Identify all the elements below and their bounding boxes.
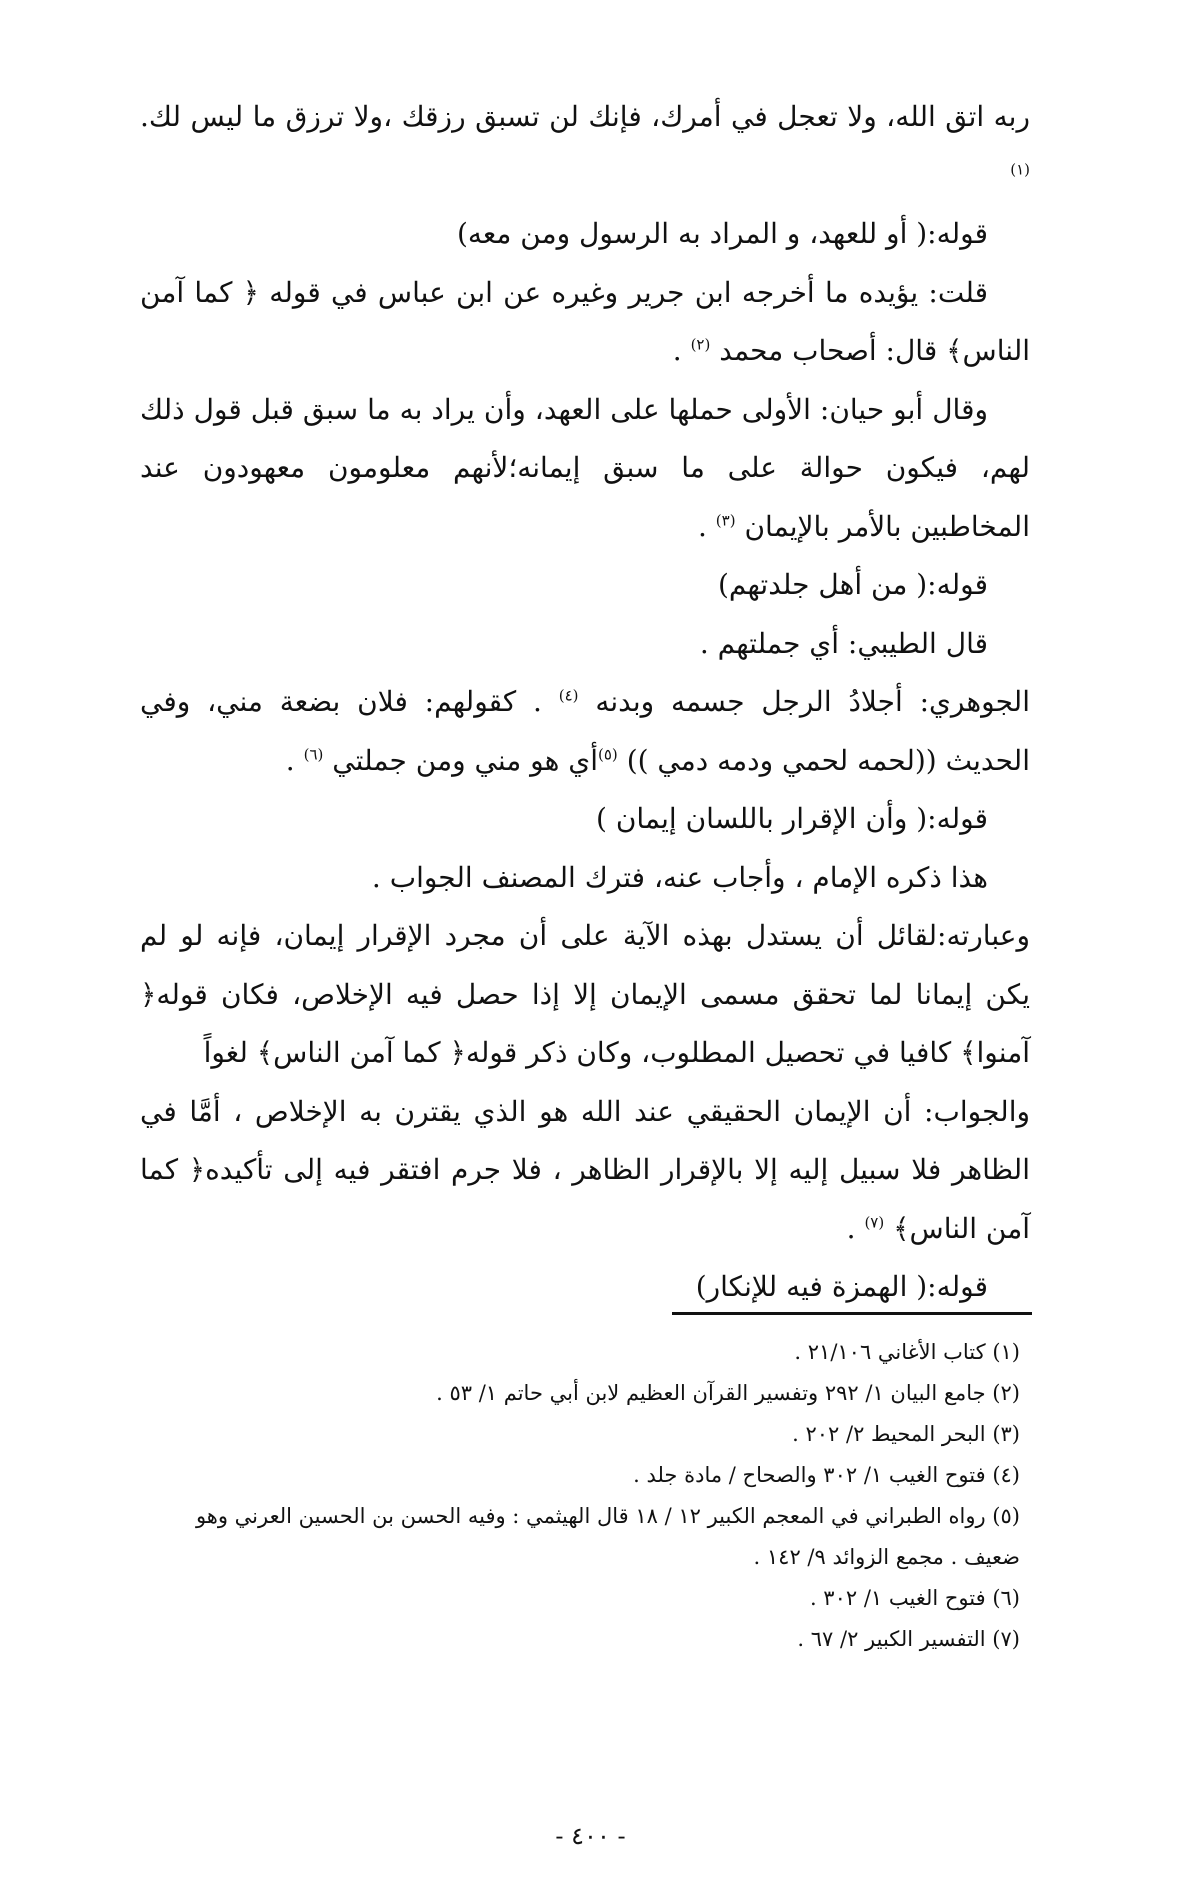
- paragraph: [140, 1258, 1030, 1317]
- paragraph-text: .: [697, 509, 716, 543]
- paragraph-text: .: [672, 334, 691, 367]
- paragraph-text: .: [285, 743, 304, 777]
- paragraph: [140, 205, 1030, 264]
- paragraph-text: قال الطيبي: أي جملتهم .: [699, 626, 988, 660]
- paragraph: [140, 1083, 1030, 1259]
- paragraph: [140, 673, 1030, 790]
- footnote-item: (٢) جامع البيان ١/ ٢٩٢ وتفسير القرآن العظيم لابن أبي حاتم ١/ ٥٣ .: [436, 1381, 1020, 1405]
- paragraph-text: .: [846, 1211, 865, 1245]
- footnote-item: (٧) التفسير الكبير ٢/ ٦٧ .: [797, 1627, 1020, 1651]
- paragraph-text: قلت: يؤيده ما أخرجه ابن جرير وغيره عن ابن عباس في قوله ﴿ كما آمن الناس﴾ قال: أصحاب محمد: [140, 275, 1030, 367]
- footnote-marker: (٧): [864, 1213, 885, 1232]
- footnote-item: (٣) البحر المحيط ٢/ ٢٠٢ .: [792, 1422, 1020, 1446]
- footnote-marker: (٤): [558, 686, 579, 705]
- paragraph: [140, 381, 1030, 557]
- footnote-marker: (١): [1010, 160, 1030, 179]
- paragraph: [140, 907, 1030, 1083]
- footnote-divider: [672, 1312, 1032, 1315]
- footnote-marker: (٥): [598, 745, 618, 764]
- main-text: [140, 88, 1030, 1317]
- paragraph-text: . كقولهم: فلان بضعة مني، وفي الحديث ((لحمه لحمي ودمه دمي )): [140, 685, 1030, 777]
- paragraph: [140, 264, 1030, 381]
- footnote-marker: (٢): [690, 335, 711, 354]
- footnote-item: (٥) رواه الطبراني في المعجم الكبير ١٢ / ١٨ قال الهيثمي : وفيه الحسن بن الحسين العرني وهو: [195, 1504, 1020, 1528]
- paragraph-text: الجوهري: أجلادُ الرجل جسمه وبدنه: [595, 685, 1030, 718]
- paragraph-text: والجواب: أن الإيمان الحقيقي عند الله هو الذي يقترن به الإخلاص ، أمَّا في الظاهر فلا سبيل إليه إلا بالإقرار الظاهر ، فلا جرم افتقر فيه إلى تأكيده﴿ كما آمن الناس﴾: [140, 1094, 1030, 1245]
- paragraph: [140, 615, 1030, 674]
- paragraph: [140, 790, 1030, 849]
- paragraph: [140, 849, 1030, 908]
- footnote-item: (٦) فتوح الغيب ١/ ٣٠٢ .: [809, 1586, 1020, 1610]
- paragraph-text: قوله:( الهمزة فيه للإنكار): [695, 1270, 988, 1303]
- footnote-marker: (٦): [303, 745, 324, 764]
- paragraph: [140, 88, 1030, 205]
- page-number: - ٤٠٠ -: [555, 1822, 626, 1850]
- footnote-item: (١) كتاب الأغاني ٢١/١٠٦ .: [794, 1340, 1020, 1364]
- paragraph-text: وعبارته:لقائل أن يستدل بهذه الآية على أن مجرد الإقرار إيمان، فإنه لو لم يكن إيمانا لما تحقق مسمى الإيمان إلا إذا حصل فيه الإخلاص، فكان قوله﴿ آمنوا﴾ كافيا في تحصيل المطلوب، وكان ذكر قوله﴿ كما آمن الناس﴾ لغواً: [140, 919, 1030, 1069]
- paragraph-text: وقال أبو حيان: الأولى حملها على العهد، وأن يراد به ما سبق قبل قول ذلك لهم، فيكون حوالة على ما سبق إيمانه؛لأنهم معلومون معهودون عند المخاطبين بالأمر بالإيمان: [140, 392, 1030, 543]
- paragraph-text: هذا ذكره الإمام ، وأجاب عنه، فترك المصنف الجواب .: [371, 860, 988, 894]
- footnote-continuation: ضعيف . مجمع الزوائد ٩/ ١٤٢ .: [753, 1545, 1020, 1569]
- paragraph-text: أي هو مني ومن جملتي: [332, 743, 598, 777]
- paragraph-text: قوله:( من أهل جلدتهم): [717, 568, 988, 601]
- paragraph-text: قوله:( وأن الإقرار باللسان إيمان ): [596, 802, 988, 835]
- paragraph: [140, 556, 1030, 615]
- footnote-marker: (٣): [715, 511, 736, 530]
- footnotes-list: [120, 1332, 1020, 1660]
- footnote-item: (٤) فتوح الغيب ١/ ٣٠٢ والصحاح / مادة جلد .: [633, 1463, 1020, 1487]
- paragraph-text: قوله:( أو للعهد، و المراد به الرسول ومن معه): [456, 217, 988, 250]
- paragraph-text: ربه اتق الله، ولا تعجل في أمرك، فإنك لن تسبق رزقك ،ولا ترزق ما ليس لك.: [140, 100, 1030, 133]
